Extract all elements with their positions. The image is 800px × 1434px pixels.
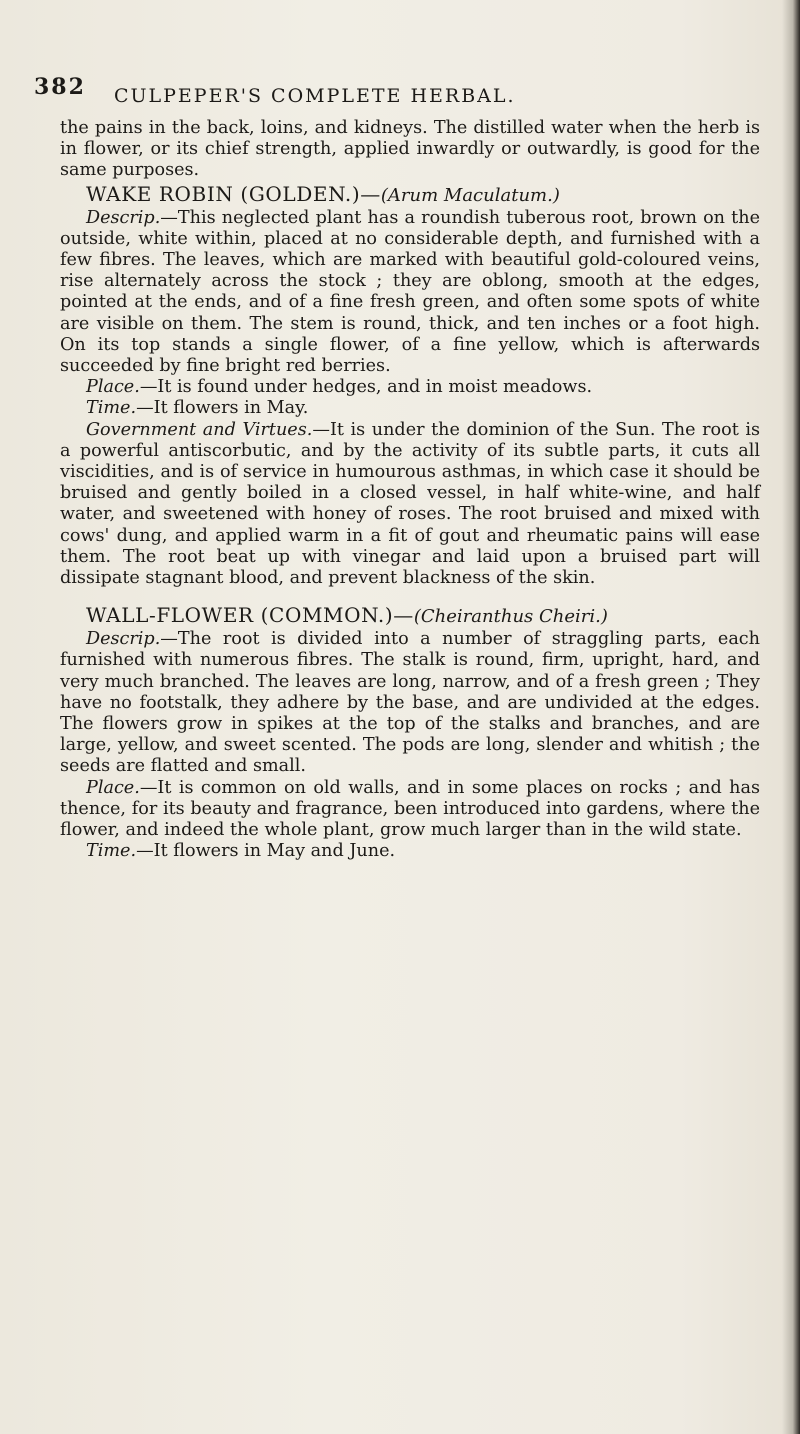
section-text: —It is common on old walls, and in some places on rocks ; and has thence, for its beauty and fragrance, been introduced into gardens, where the flower, and indeed the whole plant, grow much larger than in the wild state. bbox=[60, 777, 760, 841]
section-label: Descrip. bbox=[86, 629, 161, 650]
section-label: Place. bbox=[86, 777, 140, 798]
body-text bbox=[60, 118, 760, 863]
description-paragraph bbox=[60, 629, 760, 777]
page-edge-shadow bbox=[782, 0, 800, 1434]
section-label: Place. bbox=[86, 377, 140, 398]
section-text: —It is found under hedges, and in moist meadows. bbox=[139, 377, 593, 398]
section-text: —It flowers in May. bbox=[136, 398, 309, 419]
section-label: Time. bbox=[86, 841, 137, 862]
entry-title: WAKE ROBIN (GOLDEN.)— bbox=[86, 181, 381, 206]
place-paragraph bbox=[60, 778, 760, 842]
running-title: CULPEPER'S COMPLETE HERBAL. bbox=[113, 85, 516, 107]
section-text: —The root is divided into a number of straggling parts, each furnished with numerous fibres. The stalk is round, firm, upright, hard, and very much branched. The leaves are long, narrow, and of a fresh green ; They have no footstalk, they adhere by the base, and are undivided at the edges. The flowers grow in spikes at the top of the stalks and branches, and are large, yellow, and sweet scented. The pods are long, slender and whitish ; the seeds are flatted and small. bbox=[60, 629, 760, 777]
description-paragraph bbox=[60, 208, 760, 378]
time-paragraph bbox=[60, 398, 760, 419]
time-paragraph bbox=[60, 841, 760, 862]
botanical-name: (Arum Maculatum.) bbox=[380, 184, 560, 206]
page-header bbox=[34, 74, 754, 108]
section-label: Descrip. bbox=[86, 207, 161, 228]
entry-title: WALL-FLOWER (COMMON.)— bbox=[86, 603, 414, 628]
section-text: —It is under the dominion of the Sun. The root is a powerful antiscorbutic, and by the activity of its subtle parts, it cuts all viscidities, and is of service in humourous asthmas, in which case it should be bruised and gently boiled in a closed vessel, in half white-wine, and half water, and sweetened with honey of roses. The root bruised and mixed with cows' dung, and applied warm in a fit of gout and rheumatic pains will ease them. The root beat up with vinegar and laid upon a bruised part will dissipate stagnant blood, and prevent blackness of the skin. bbox=[60, 419, 760, 589]
virtues-paragraph bbox=[60, 420, 760, 590]
continuation-paragraph: the pains in the back, loins, and kidneys. The distilled water when the herb is in flower, or its chief strength, applied inwardly or outwardly, is good for the same purposes. bbox=[60, 118, 760, 181]
entry-heading bbox=[60, 182, 760, 208]
section-text: —This neglected plant has a roundish tuberous root, brown on the outside, white within, placed at no considerable depth, and furnished with a few fibres. The leaves, which are marked with beautiful gold-coloured veins, rise alternately across the stock ; they are oblong, smooth at the edges, pointed at the ends, and of a fine fresh green, and often some spots of white are visible on them. The stem is round, thick, and ten inches or a foot high. On its top stands a single flower, of a fine yellow, which is afterwards succeeded by fine bright red berries. bbox=[60, 207, 760, 377]
botanical-name: (Cheiranthus Cheiri.) bbox=[413, 606, 608, 628]
entry-heading bbox=[60, 603, 760, 629]
section-text: —It flowers in May and June. bbox=[136, 841, 396, 862]
place-paragraph bbox=[60, 377, 760, 398]
section-label: Time. bbox=[86, 398, 137, 419]
page-number: 382 bbox=[34, 74, 86, 100]
section-label: Government and Virtues. bbox=[86, 419, 313, 440]
